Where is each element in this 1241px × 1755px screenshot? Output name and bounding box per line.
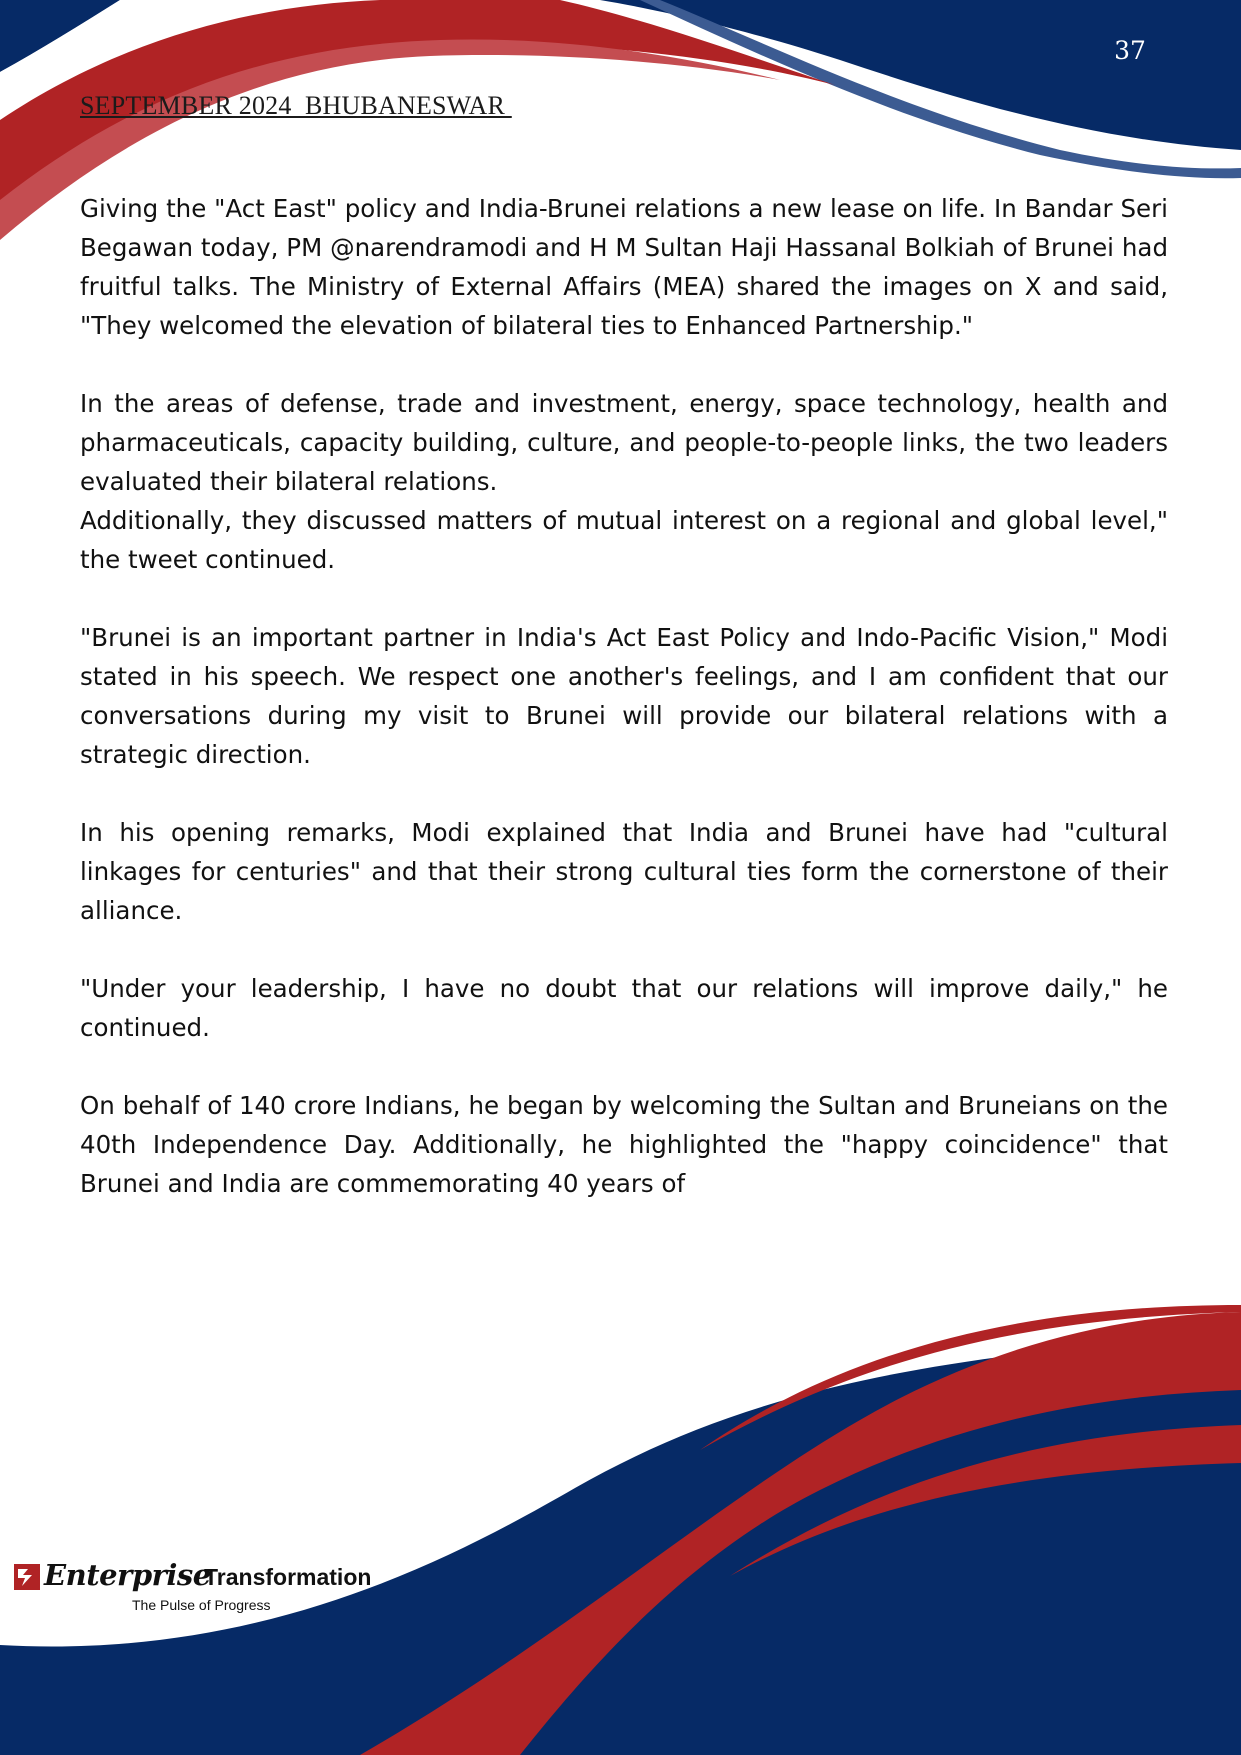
publication-logo xyxy=(14,1558,414,1622)
article-paragraph: Additionally, they discussed matters of mutual interest on a regional and global level," the tweet continued. xyxy=(80,506,1168,574)
logo-wordmark-enterprise: Enterprise xyxy=(44,1558,211,1592)
article-paragraph: On behalf of 140 crore Indians, he began by welcoming the Sultan and Bruneians on the 40th Independence Day. Additionally, he highlighted the "happy coincidence" that Brunei and India are commemorating 40 years of xyxy=(80,1091,1168,1198)
article-paragraph: In the areas of defense, trade and investment, energy, space technology, health and pharmaceuticals, capacity building, culture, and people-to-people links, the two leaders evaluated their bilateral relations. xyxy=(80,389,1168,496)
logo-tagline: The Pulse of Progress xyxy=(132,1597,271,1613)
logo-wordmark-transformation: Transformation xyxy=(204,1564,372,1590)
article-paragraph: In his opening remarks, Modi explained that India and Brunei have had "cultural linkages for centuries" and that their strong cultural ties form the cornerstone of their alliance. xyxy=(80,818,1168,925)
article-paragraph: "Under your leadership, I have no doubt that our relations will improve daily," he continued. xyxy=(80,974,1168,1042)
article-paragraph: Giving the "Act East" policy and India-Brunei relations a new lease on life. In Bandar Seri Begawan today, PM @narendramodi and H M Sultan Haji Hassanal Bolkiah of Brunei had fruitful talks. The Ministry of External Affairs (MEA) shared the images on X and said, "They welcomed the elevation of bilateral ties to Enhanced Partnership." xyxy=(80,194,1168,340)
article-body xyxy=(80,189,1168,1203)
page-number: 37 xyxy=(1114,36,1146,65)
issue-header: SEPTEMBER 2024 BHUBANESWAR xyxy=(80,91,512,120)
enterprise-transformation-logo-icon xyxy=(14,1564,40,1590)
top-left-navy-wave xyxy=(0,0,120,72)
article-paragraph: "Brunei is an important partner in India's Act East Policy and Indo-Pacific Vision," Modi stated in his speech. We respect one another's feelings, and I am confident that our conversations during my visit to Brunei will provide our bilateral relations with a strategic direction. xyxy=(80,623,1168,769)
